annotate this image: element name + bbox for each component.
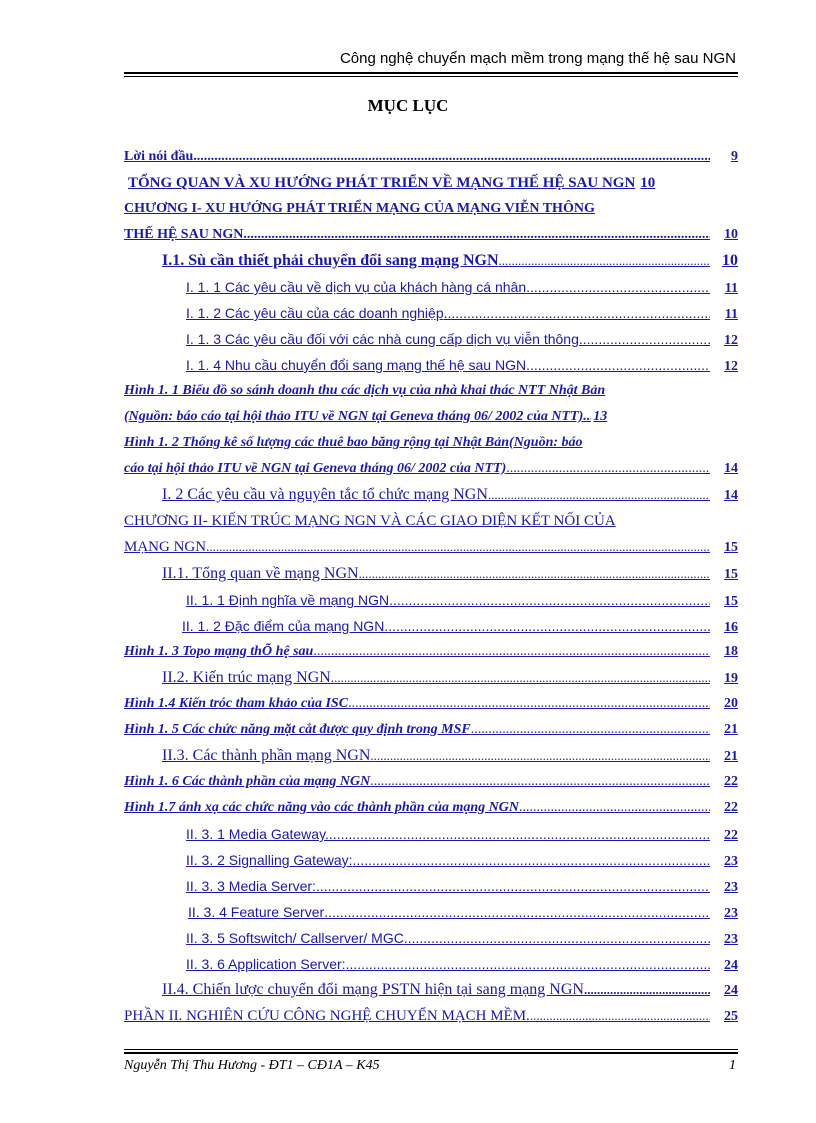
toc-entry-i-1-4[interactable]: I. 1. 4 Nhu cầu chuyển đổi sang mạng thế hệ sau NGN ..... 12 [124, 352, 738, 378]
toc-entry-tong-quan[interactable]: TỔNG QUAN VÀ XU HƯỚNG PHÁT TRIỂN VỀ MẠNG THẾ HỆ SAU NGN 10 [128, 175, 656, 191]
toc-entry-chuong-2[interactable]: CHƯƠNG II- KIẾN TRÚC MẠNG NGN VÀ CÁC GIAO DIỆN KẾT NỐI CỦA MẠNG NGN ..... 15 [124, 508, 738, 561]
toc-entry-i-1-3[interactable]: I. 1. 3 Các yêu cầu đối với các nhà cung cấp dịch vụ viễn thông ..... 12 [124, 326, 738, 352]
toc-entry-phan-2[interactable]: PHẦN II. NGHIÊN CỨU CÔNG NGHỆ CHUYỂN MẠCH MỀM. ..... 25 [124, 1003, 738, 1029]
toc-entry-ii-3-5[interactable]: II. 3. 5 Softswitch/ Callserver/ MGC ..... 23 [124, 925, 738, 951]
running-header: Công nghệ chuyển mạch mềm trong mạng thế hệ sau NGN [339, 50, 736, 67]
toc-entry-ii-1-2[interactable]: II. 1. 2 Đặc điểm của mạng NGN. ..... 16 [124, 613, 738, 639]
toc-entry-loi-noi-dau[interactable]: Lời nói đầu ..... 9 [124, 144, 738, 170]
toc-entry-ii-1-1[interactable]: II. 1. 1 Định nghĩa về mạng NGN ..... 15 [124, 587, 738, 613]
toc-entry-hinh-1-2[interactable]: Hình 1. 2 Thống kê số lượng các thuê bao băng rộng tại Nhật Bản(Nguồn: báo cáo tại hội thảo ITU về NGN tại Geneva tháng 06/ 2002 của NTT) ..... 14 [124, 430, 738, 482]
toc-entry-hinh-1-6[interactable]: Hình 1. 6 Các thành phần của mạng NGN ..... 22 [124, 769, 738, 795]
toc-entry-hinh-1-5[interactable]: Hình 1. 5 Các chức năng mặt cắt được quy định trong MSF ..... 21 [124, 717, 738, 743]
toc-entry-i-2[interactable]: I. 2 Các yêu cầu và nguyên tắc tổ chức mạng NGN ..... 14 [124, 482, 738, 508]
toc-entry-ii-3-4[interactable]: II. 3. 4 Feature Server ..... 23 [124, 899, 738, 925]
toc-entry-hinh-1-7[interactable]: Hình 1.7 ánh xạ các chức năng vào các thành phần của mạng NGN ..... 22 [124, 795, 738, 821]
toc-entry-ii-3-1[interactable]: II. 3. 1 Media Gateway. ..... 22 [124, 821, 738, 847]
toc-entry-ii-3-3[interactable]: II. 3. 3 Media Server: ..... 23 [124, 873, 738, 899]
toc-entry-ii-3-2[interactable]: II. 3. 2 Signalling Gateway: ..... 23 [124, 847, 738, 873]
toc-entry-ii-3[interactable]: II.3. Các thành phần mạng NGN ..... 21 [124, 743, 738, 769]
toc-entry-i-1[interactable]: I.1. Sù cần thiết phải chuyển đổi sang mạng NGN ..... 10 [124, 248, 738, 274]
toc-entry-chuong-1[interactable]: CHƯƠNG I- XU HƯỚNG PHÁT TRIỂN MẠNG CỦA MẠNG VIỄN THÔNG THẾ HỆ SAU NGN ..... 10 [124, 196, 738, 248]
toc-entry-hinh-1-4[interactable]: Hình 1.4 Kiến tróc tham khảo của ISC ..... 20 [124, 691, 738, 717]
header-rule-thick [124, 72, 738, 74]
toc-entry-i-1-1[interactable]: I. 1. 1 Các yêu cầu về dịch vụ của khách hàng cá nhân ..... 11 [124, 274, 738, 300]
footer-rule-thin [124, 1049, 738, 1050]
toc-entry-ii-2[interactable]: II.2. Kiến trúc mạng NGN ..... 19 [124, 665, 738, 691]
toc-entry-ii-3-6[interactable]: II. 3. 6 Application Server: ..... 24 [124, 951, 738, 977]
toc-entry-ii-4[interactable]: II.4. Chiến lược chuyển đổi mạng PSTN hiện tại sang mạng NGN ..... 24 [124, 977, 738, 1003]
table-of-contents [124, 144, 738, 1029]
footer-author: Nguyễn Thị Thu Hương - ĐT1 – CĐ1A – K45 [124, 1058, 380, 1073]
page-number: 1 [729, 1058, 736, 1073]
header-rule-thin [124, 76, 738, 77]
toc-entry-hinh-1-3[interactable]: Hình 1. 3 Topo mạng thÕ hệ sau ..... 18 [124, 639, 738, 665]
toc-entry-i-1-2[interactable]: I. 1. 2 Các yêu cầu của các doanh nghiệp ..... 11 [124, 300, 738, 326]
toc-entry-hinh-1-1[interactable]: Hình 1. 1 Biểu đồ so sánh doanh thu các dịch vụ của nhà khai thác NTT Nhật Bản (Nguồn: báo cáo tại hội thảo ITU về NGN tại Geneva tháng 06/ 2002 của NTT) ..... 13 [124, 378, 738, 430]
footer-rule-thick [124, 1052, 738, 1054]
page-title: MỤC LỤC [367, 96, 449, 115]
toc-entry-ii-1[interactable]: II.1. Tổng quan về mạng NGN ..... 15 [124, 561, 738, 587]
